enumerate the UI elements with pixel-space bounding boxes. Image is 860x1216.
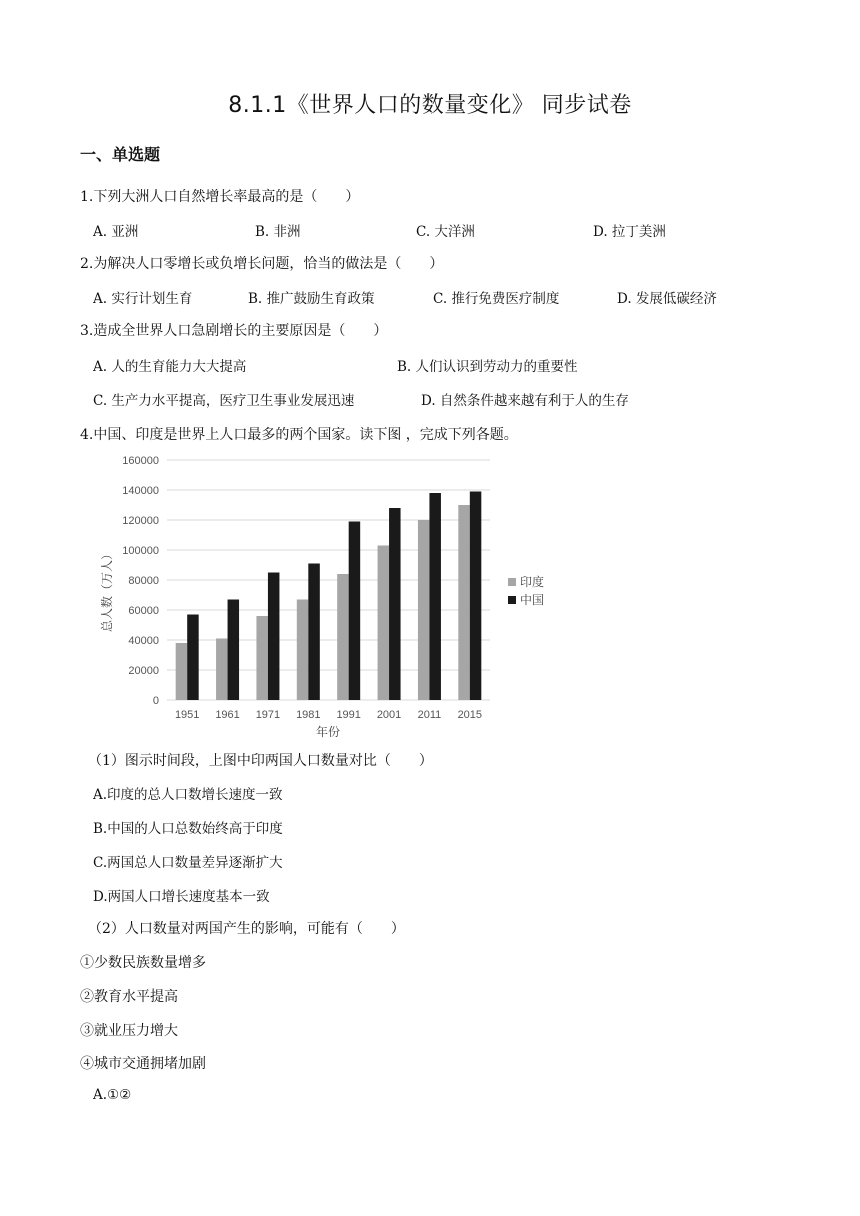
bar-china-2015 — [470, 492, 482, 701]
y-tick-label: 120000 — [122, 515, 159, 527]
bar-india-1951 — [176, 643, 188, 700]
bar-china-2001 — [389, 508, 401, 700]
chart-x-ticks — [175, 709, 482, 721]
bar-india-2001 — [378, 546, 390, 701]
bar-china-2011 — [429, 493, 441, 700]
bar-india-1961 — [216, 639, 228, 701]
legend-label-0: 印度 — [520, 575, 545, 589]
bar-india-2015 — [458, 505, 470, 700]
y-tick-label: 0 — [152, 695, 159, 707]
bar-india-1981 — [297, 600, 309, 701]
chart-y-label: 总人数（万人） — [100, 547, 114, 633]
x-tick-label: 1981 — [296, 709, 321, 721]
bar-china-1991 — [349, 522, 361, 701]
bar-china-1981 — [308, 564, 320, 701]
q1-option-b[interactable]: B. 非洲 — [255, 224, 301, 240]
q3-option-a[interactable]: A. 人的生育能力大大提高 — [93, 359, 247, 375]
q1-option-c[interactable]: C. 大洋洲 — [416, 224, 475, 240]
legend-swatch-0 — [508, 578, 516, 586]
x-tick-label: 1951 — [174, 709, 200, 721]
sub2-item-3: ③就业压力增大 — [80, 1023, 178, 1039]
q2-option-b[interactable]: B. 推广鼓励生育政策 — [248, 291, 375, 307]
q2-option-a[interactable]: A. 实行计划生育 — [93, 291, 193, 307]
sub2-item-1: ①少数民族数量增多 — [80, 955, 206, 971]
x-tick-label: 1971 — [255, 709, 281, 721]
question-4-stem: 4.中国、印度是世界上人口最多的两个国家。读下图 ，完成下列各题。 — [80, 427, 518, 443]
bar-china-1951 — [187, 615, 199, 701]
bar-india-2011 — [418, 520, 430, 700]
y-tick-label: 80000 — [128, 575, 159, 587]
q3-option-d[interactable]: D. 自然条件越来越有利于人的生存 — [421, 393, 629, 409]
bar-india-1991 — [337, 574, 349, 700]
q2-option-d[interactable]: D. 发展低碳经济 — [617, 291, 717, 307]
question-2-stem: 2.为解决人口零增长或负增长问题，恰当的做法是（ ） — [80, 256, 444, 272]
sub2-option-a[interactable]: A.①② — [93, 1087, 132, 1103]
sub1-option-d[interactable]: D.两国人口增长速度基本一致 — [93, 889, 270, 905]
y-tick-label: 100000 — [122, 545, 159, 557]
x-tick-label: 2015 — [457, 709, 483, 721]
bar-india-1971 — [256, 616, 268, 700]
sub1-option-b[interactable]: B.中国的人口总数始终高于印度 — [93, 821, 283, 837]
x-tick-label: 2011 — [417, 709, 442, 721]
section-heading: 一、单选题 — [80, 145, 161, 164]
y-tick-label: 40000 — [128, 635, 159, 647]
x-tick-label: 1961 — [215, 709, 240, 721]
page-title: 8.1.1《世界人口的数量变化》 同步试卷 — [228, 93, 632, 118]
legend-label-1: 中国 — [520, 593, 545, 607]
y-tick-label: 60000 — [128, 605, 159, 617]
population-bar-chart — [95, 448, 555, 743]
legend-swatch-1 — [508, 596, 516, 604]
chart-y-ticks — [122, 455, 159, 707]
q1-option-a[interactable]: A. 亚洲 — [93, 224, 139, 240]
x-tick-label: 2001 — [376, 709, 402, 721]
chart-gridlines — [167, 460, 490, 700]
x-tick-label: 1991 — [336, 709, 361, 721]
chart-bars — [176, 492, 482, 701]
bar-china-1961 — [228, 600, 240, 701]
sub1-option-c[interactable]: C.两国总人口数量差异逐渐扩大 — [93, 855, 283, 871]
y-tick-label: 140000 — [122, 485, 159, 497]
q2-option-c[interactable]: C. 推行免费医疗制度 — [433, 291, 560, 307]
question-1-stem: 1.下列大洲人口自然增长率最高的是（ ） — [80, 189, 360, 205]
y-tick-label: 20000 — [128, 665, 159, 677]
q3-option-c[interactable]: C. 生产力水平提高，医疗卫生事业发展迅速 — [93, 393, 355, 409]
sub1-option-a[interactable]: A.印度的总人口数增长速度一致 — [93, 787, 283, 803]
sub1-stem: （1）图示时间段，上图中印两国人口数量对比（ ） — [88, 753, 433, 769]
q1-option-d[interactable]: D. 拉丁美洲 — [593, 224, 666, 240]
chart-legend — [508, 574, 544, 607]
bar-china-1971 — [268, 573, 280, 701]
y-tick-label: 160000 — [122, 455, 159, 467]
q3-option-b[interactable]: B. 人们认识到劳动力的重要性 — [397, 359, 578, 375]
sub2-stem: （2）人口数量对两国产生的影响，可能有（ ） — [88, 921, 405, 937]
question-3-stem: 3.造成全世界人口急剧增长的主要原因是（ ） — [80, 323, 388, 339]
sub2-item-2: ②教育水平提高 — [80, 989, 178, 1005]
chart-x-label: 年份 — [315, 725, 341, 739]
sub2-item-4: ④城市交通拥堵加剧 — [80, 1056, 206, 1072]
